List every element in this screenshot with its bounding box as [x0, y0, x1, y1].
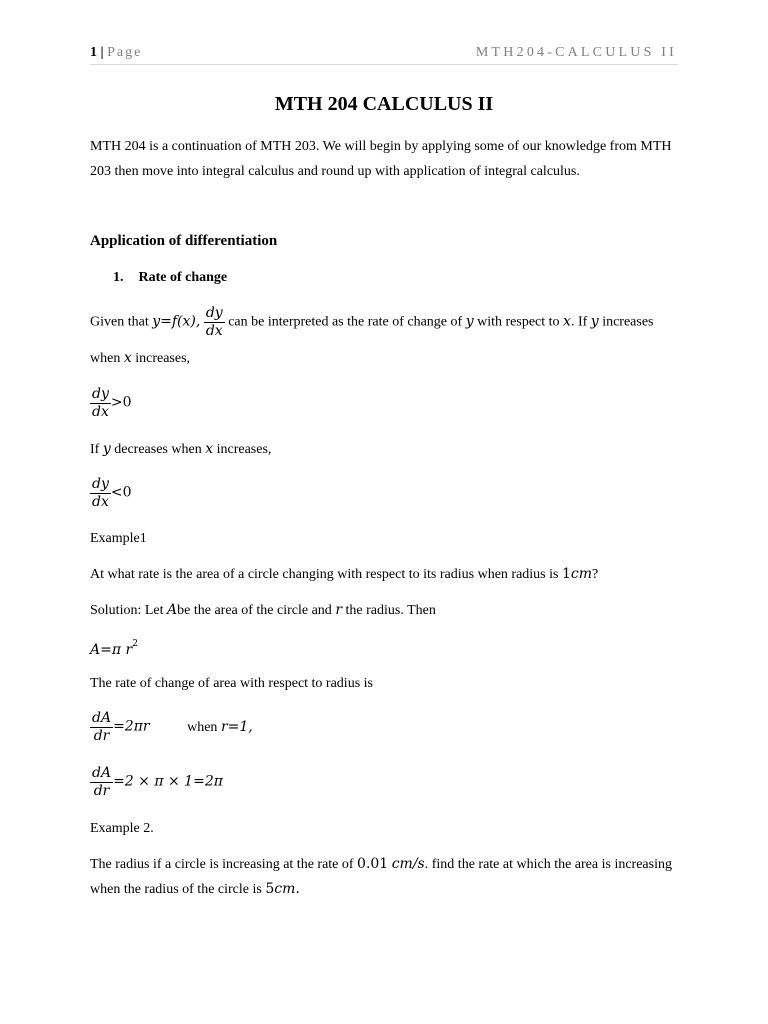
page-number: 1 — [90, 45, 97, 60]
example-2-text-3: when the radius of the circle is — [90, 882, 262, 897]
rate-value: 0.01 — [357, 856, 389, 872]
example-2-line-1 — [90, 856, 672, 873]
ineq-pos-num: dy — [92, 386, 109, 402]
inequality-negative — [90, 476, 132, 511]
question-text: At what rate is the area of a circle changing with respect to its radius when radius is — [90, 567, 559, 582]
decrease-var-y: y — [102, 441, 111, 457]
ineq-neg-fraction — [90, 476, 111, 511]
da-dr-fraction-2 — [90, 765, 113, 800]
given-text-1: Given that — [90, 314, 149, 330]
var-x: x — [563, 313, 571, 330]
subsection-number: 1. — [113, 270, 124, 285]
var-y: y — [465, 313, 474, 330]
derivative-fraction — [204, 305, 225, 340]
radius-value: 5 — [265, 881, 275, 897]
solution-var-a: A — [167, 602, 178, 618]
example-1-question — [90, 566, 598, 583]
given-line-1 — [90, 305, 654, 340]
given-text-2: can be interpreted as the rate of change of — [228, 314, 463, 330]
frac-numerator: dy — [205, 305, 223, 321]
header-divider — [90, 64, 678, 65]
ineq-neg-den: dx — [92, 494, 109, 510]
section-heading: Application of differentiation — [90, 233, 278, 249]
da-numerator-2: dA — [92, 765, 112, 781]
given-text-7: increases, — [135, 351, 191, 366]
ineq-pos-relation: >0 — [110, 394, 132, 411]
question-unit: cm — [570, 566, 592, 582]
ineq-pos-fraction — [90, 386, 111, 421]
page-number-label — [90, 45, 142, 61]
area-formula-exponent: 2 — [132, 639, 138, 649]
derivative-equation-2 — [90, 765, 223, 800]
ineq-neg-relation: <0 — [110, 484, 132, 501]
decrease-text-2: decreases when — [114, 442, 202, 457]
da-dr-fraction — [90, 710, 113, 745]
when-expression: r=1, — [220, 718, 253, 735]
decrease-var-x: x — [205, 441, 214, 457]
given-line-2 — [90, 350, 190, 367]
example-2-text-1: The radius if a circle is increasing at the rate of — [90, 857, 354, 872]
frac-denominator: dx — [205, 323, 223, 339]
solution-text-1: Solution: Let — [90, 603, 164, 618]
solution-var-r: r — [335, 602, 343, 618]
function-expression: y=f(x), — [152, 313, 201, 330]
radius-unit: cm. — [274, 881, 300, 897]
da-numerator: dA — [92, 710, 112, 726]
example-2-line-2 — [90, 881, 300, 898]
question-end: ? — [592, 567, 599, 582]
subsection-heading — [113, 270, 227, 286]
given-text-4: . If — [570, 314, 588, 330]
decrease-text-3: increases, — [216, 442, 272, 457]
intro-paragraph: MTH 204 is a continuation of MTH 203. We will begin by applying some of our knowledge from MTH 203 then move into integral calculus and round up with application of integral calculus. — [90, 139, 672, 179]
area-formula-base: A=π r — [90, 642, 133, 658]
solution-text-3: the radius. Then — [345, 603, 436, 618]
derivative-equation-1 — [90, 710, 253, 745]
solution-line — [90, 602, 436, 619]
ineq-neg-num: dy — [92, 476, 109, 492]
derivative-rhs-2: =2 × π × 1=2π — [113, 773, 223, 790]
given-text-5: increases — [602, 314, 654, 330]
course-code-header: MTH204-CALCULUS II — [475, 45, 677, 60]
decrease-text-1: If — [90, 442, 100, 457]
when-condition — [187, 719, 253, 736]
example-1-label: Example1 — [90, 531, 147, 546]
example-2-text-2: . find the rate at which the area is increasing — [424, 857, 672, 872]
inequality-positive — [90, 386, 132, 421]
ineq-pos-den: dx — [92, 404, 109, 420]
solution-text-2: be the area of the circle and — [177, 603, 332, 618]
rate-unit: cm/s — [391, 856, 425, 872]
page-word: Page — [107, 45, 143, 60]
dr-denominator: dr — [93, 728, 110, 744]
given-text-6: when — [90, 351, 121, 366]
decrease-line — [90, 441, 271, 458]
derivative-rhs: =2πr — [113, 718, 150, 735]
when-label: when — [187, 719, 218, 735]
page-separator: | — [100, 45, 104, 60]
question-value: 1 — [561, 566, 571, 582]
dr-denominator-2: dr — [93, 783, 110, 799]
subsection-label: Rate of change — [138, 270, 228, 285]
rate-text: The rate of change of area with respect to radius is — [90, 676, 373, 691]
example-2-label: Example 2. — [90, 821, 154, 836]
var-y-2: y — [590, 313, 599, 330]
var-x-2: x — [123, 350, 132, 366]
given-text-3: with respect to — [477, 314, 560, 330]
area-formula — [90, 639, 138, 659]
document-title: MTH 204 CALCULUS II — [274, 93, 494, 115]
